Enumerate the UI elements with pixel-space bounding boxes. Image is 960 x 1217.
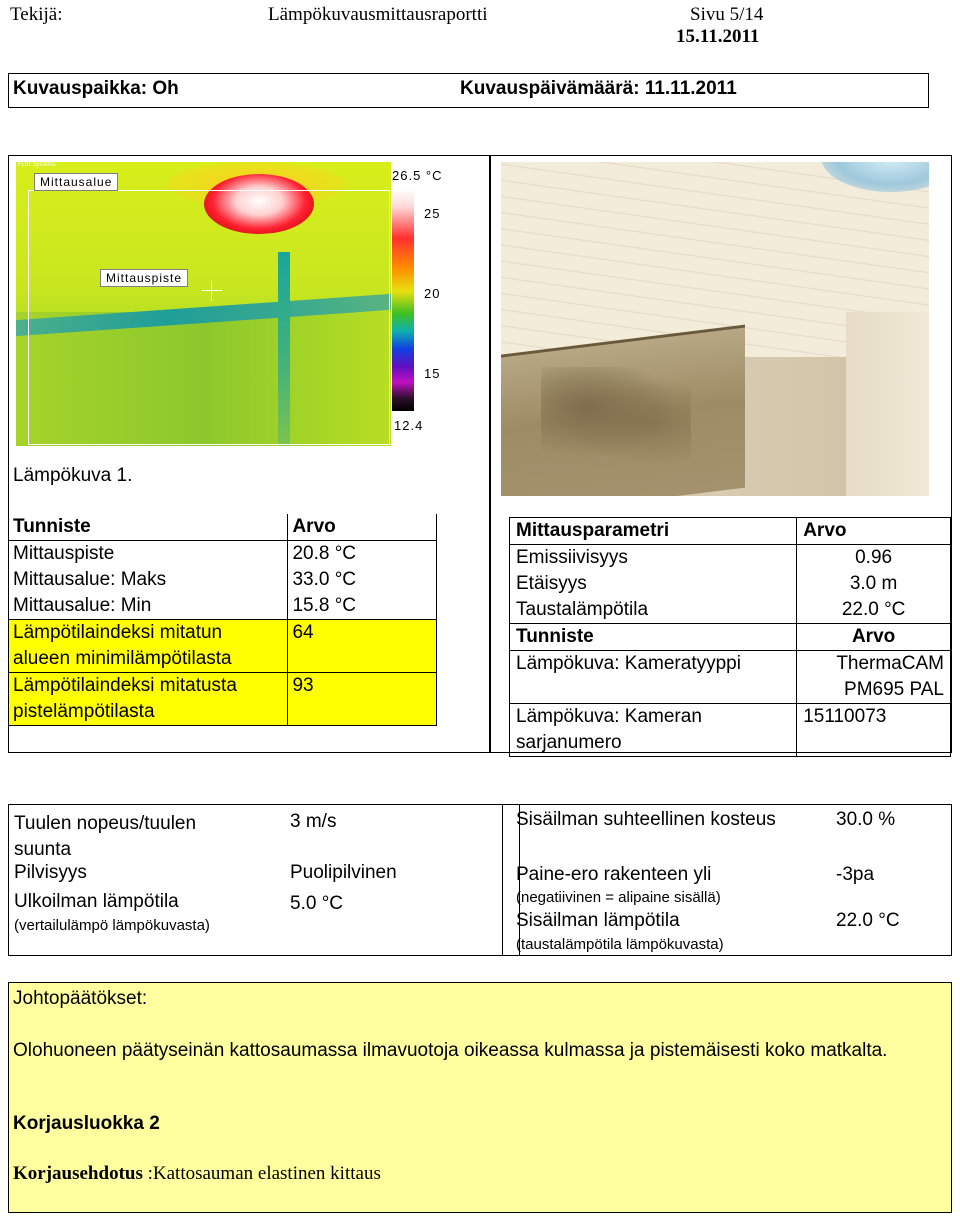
wind-label: Tuulen nopeus/tuulen suunta	[14, 813, 197, 860]
humidity-value: 30.0 %	[836, 809, 896, 830]
visible-light-photo	[501, 162, 929, 496]
outdoor-temp-label: Ulkoilman lämpötila	[14, 891, 179, 912]
scale-tick: 25	[424, 206, 441, 221]
indoor-temp-note: (taustalämpötila lämpökuvasta)	[516, 936, 724, 953]
repair-proposal-text: :Kattosauman elastinen kittaus	[142, 1163, 381, 1184]
scale-tick: 15	[424, 366, 441, 381]
point-label: Mittauspiste	[100, 269, 188, 287]
wind-value: 3 m/s	[290, 811, 337, 832]
conclusions-title: Johtopäätökset:	[13, 988, 148, 1009]
thermal-image	[16, 162, 391, 446]
repair-proposal-label: Korjausehdotus	[13, 1163, 143, 1184]
parameter-table	[509, 517, 951, 757]
repair-proposal	[13, 1163, 381, 1185]
pressure-label: Paine-ero rakenteen yli	[516, 864, 712, 885]
scale-max: 26.5 °C	[392, 168, 443, 183]
humidity-label: Sisäilman suhteellinen kosteus	[516, 809, 776, 830]
cloud-label: Pilvisyys	[14, 862, 87, 883]
col-header-arvo: Arvo	[288, 514, 437, 541]
page-number: Sivu 5/14	[690, 4, 764, 25]
author-label: Tekijä:	[10, 4, 63, 25]
table-row: Taustalämpötila 22.0 °C	[510, 597, 951, 624]
area-label: Mittausalue	[34, 173, 118, 191]
pressure-note: (negatiivinen = alipaine sisällä)	[516, 889, 721, 906]
table-row: Lämpökuva: Kameratyyppi ThermaCAM PM695 PAL	[510, 651, 951, 704]
conclusions-box	[8, 982, 952, 1213]
shoot-date-label: Kuvauspäivämäärä: 11.11.2011	[460, 78, 737, 99]
image-caption: Lämpökuva 1.	[13, 465, 133, 486]
pressure-value: -3pa	[836, 864, 875, 885]
table-row: Emissiivisyys 0.96	[510, 545, 951, 572]
indoor-temp-value: 22.0 °C	[836, 910, 900, 931]
image-divider	[489, 155, 491, 753]
brand-mark: FLIR Systems	[18, 162, 56, 168]
measurement-table	[8, 514, 437, 726]
col-header-parametri: Mittausparametri	[510, 518, 797, 545]
location-box	[8, 73, 929, 108]
table-row-highlight: Lämpötilaindeksi mitatusta pistelämpötilasta 93	[9, 673, 437, 726]
crosshair-icon	[202, 290, 222, 291]
scale-tick: 20	[424, 286, 441, 301]
col-header-tunniste: Tunniste	[9, 514, 288, 541]
outdoor-temp-note: (vertailulämpö lämpökuvasta)	[14, 917, 210, 934]
repair-class: Korjausluokka 2	[13, 1113, 160, 1134]
col-header-tunniste: Tunniste	[510, 624, 797, 651]
cloud-value: Puolipilvinen	[290, 862, 397, 883]
scale-min: 12.4	[394, 418, 424, 433]
table-row: Etäisyys 3.0 m	[510, 571, 951, 597]
col-header-arvo: Arvo	[797, 518, 951, 545]
table-row: Mittauspiste 20.8 °C	[9, 541, 437, 568]
conclusions-text: Olohuoneen päätyseinän kattosaumassa ilmavuotoja oikeassa kulmassa ja pistemäisesti koko matkalta.	[13, 1040, 888, 1061]
measurement-area-box	[28, 190, 390, 445]
col-header-arvo: Arvo	[797, 624, 951, 651]
report-date: 15.11.2011	[676, 26, 760, 47]
temperature-scale-bar	[392, 189, 414, 411]
location-label: Kuvauspaikka: Oh	[13, 78, 179, 99]
table-row-highlight: Lämpötilaindeksi mitatun alueen minimilämpötilasta 64	[9, 620, 437, 673]
report-title: Lämpökuvausmittausraportti	[268, 4, 488, 25]
outdoor-temp-value: 5.0 °C	[290, 893, 344, 914]
indoor-temp-label: Sisäilman lämpötila	[516, 910, 680, 931]
table-row: Mittausalue: Maks 33.0 °C	[9, 567, 437, 593]
table-row: Mittausalue: Min 15.8 °C	[9, 593, 437, 620]
table-row: Lämpökuva: Kameran sarjanumero 15110073	[510, 704, 951, 757]
